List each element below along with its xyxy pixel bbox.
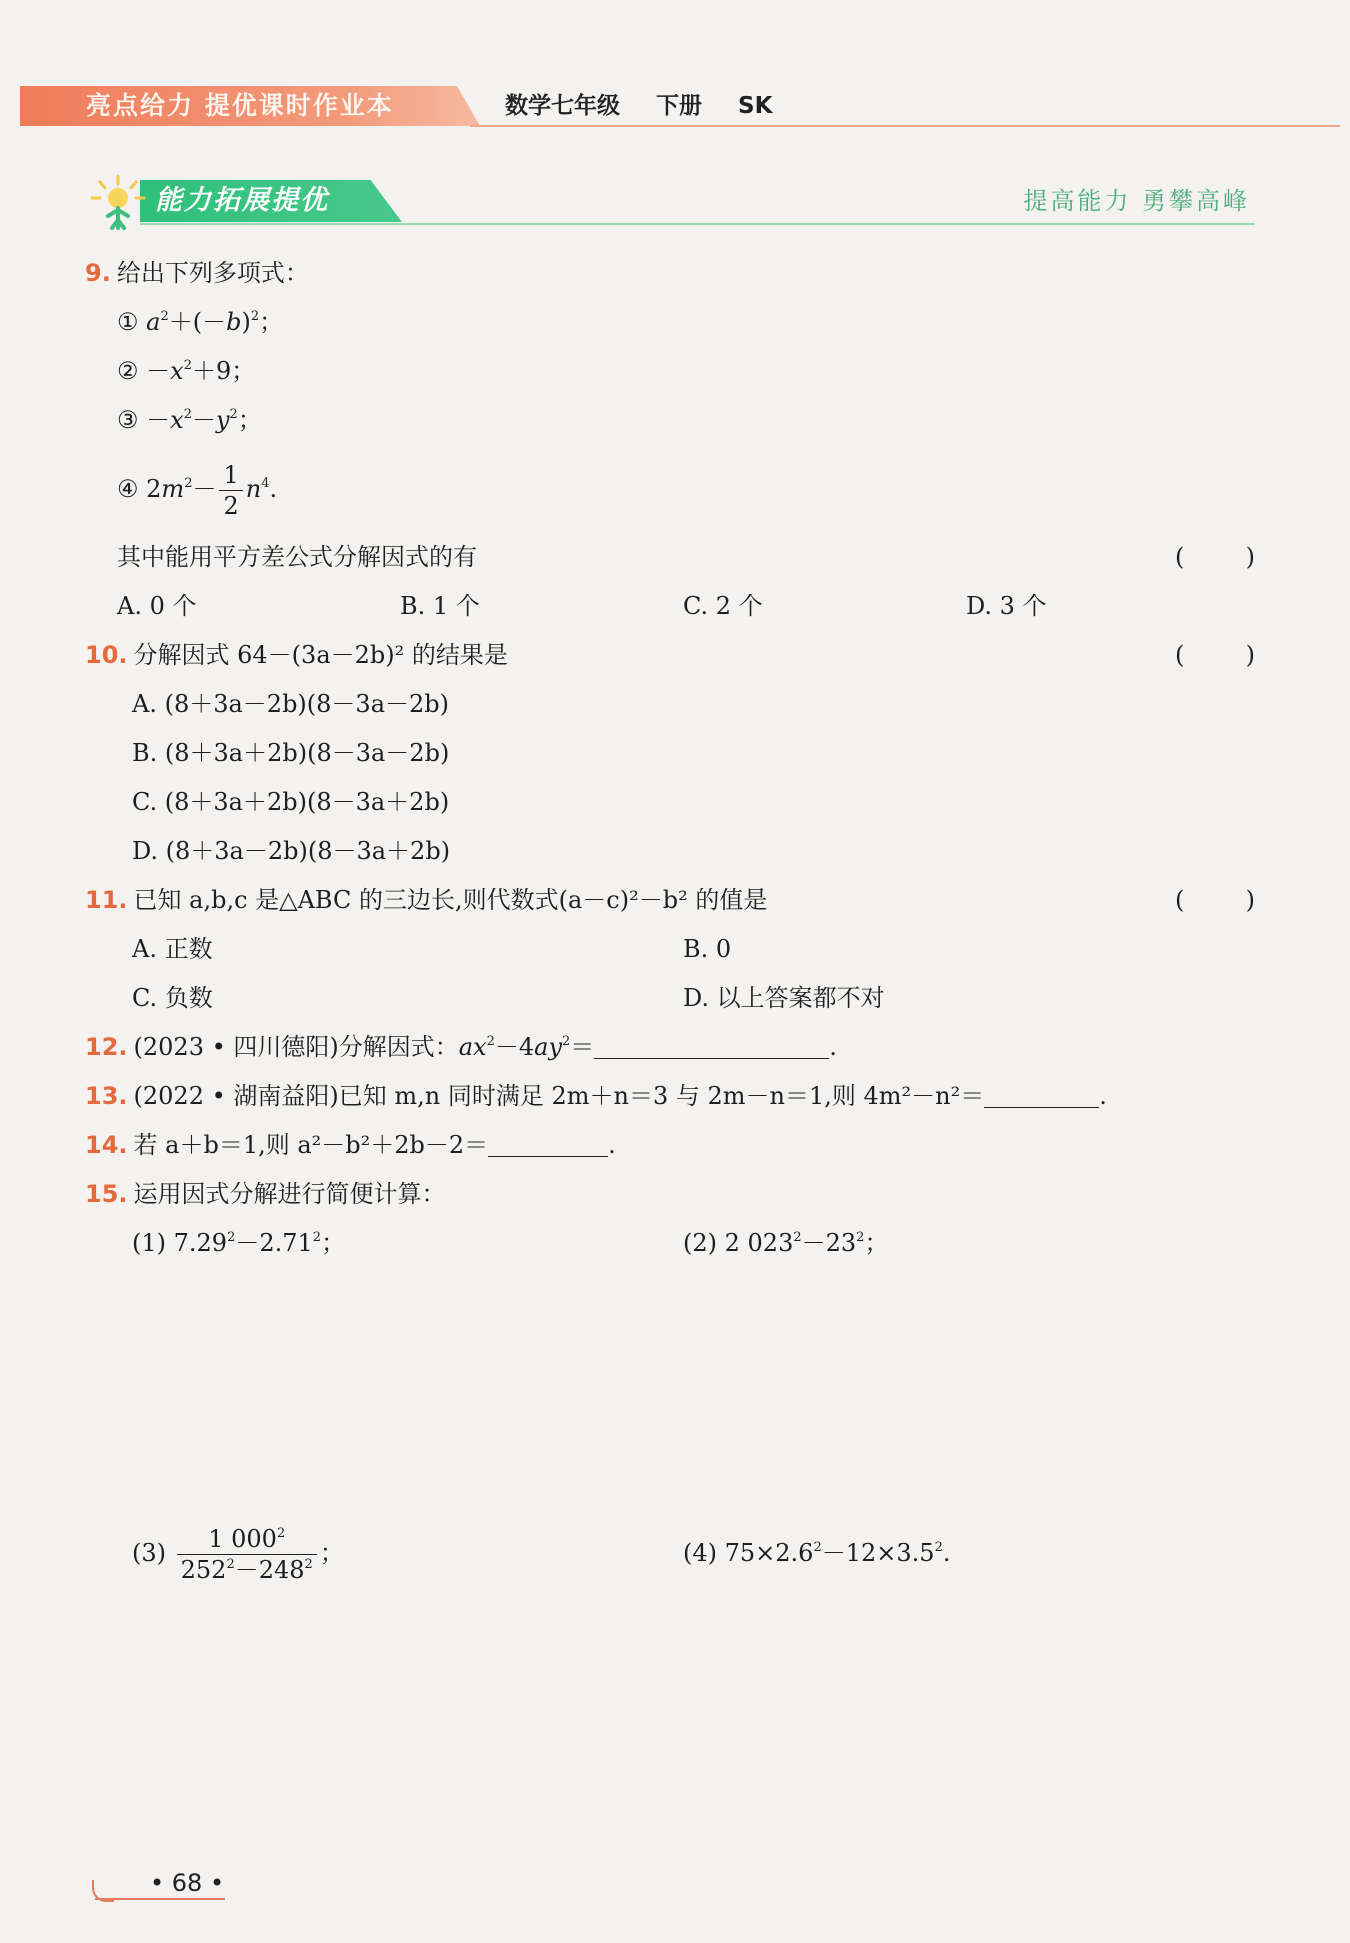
volume: 下册	[656, 93, 703, 119]
question-source: (2022 • 湖南益阳)	[133, 1082, 339, 1110]
answer-blank[interactable]	[594, 1032, 829, 1059]
q15-part-3: (3) $\frac{1 000^2}{252^2-248^2}$ ；	[132, 1525, 344, 1584]
question-11-stem: 11. 已知 a,b,c 是△ABC 的三边长,则代数式(a－c)²－b² 的值是	[85, 886, 768, 914]
polynomial-3: ③ $-x^2-y^2$；	[117, 406, 262, 434]
section-slogan: 提高能力 勇攀高峰	[1023, 187, 1250, 215]
answer-blank[interactable]	[488, 1130, 608, 1157]
q10-option-c: C. (8＋3a＋2b)(8－3a＋2b)	[132, 788, 450, 816]
question-number: 9.	[85, 259, 111, 287]
q15-part-4: (4) $75\times 2.6^2-12\times 3.5^2$.	[683, 1539, 951, 1567]
question-14: 14. 若 a＋b＝1,则 a²－b²＋2b－2＝ .	[85, 1131, 616, 1159]
question-9-ask: 其中能用平方差公式分解因式的有	[117, 543, 477, 571]
question-number: 10.	[85, 641, 128, 669]
fraction-expression: $\frac{1 000^2}{252^2-248^2}$	[177, 1524, 317, 1585]
question-10-stem: 10. 分解因式 64－(3a－2b)² 的结果是	[85, 641, 508, 669]
lightbulb-person-icon	[88, 172, 148, 232]
section-divider	[140, 223, 1255, 225]
answer-bracket: ( )	[1175, 543, 1255, 571]
section-title: 能力拓展提优	[155, 185, 329, 216]
q10-option-b: B. (8＋3a＋2b)(8－3a－2b)	[132, 739, 450, 767]
q10-option-d: D. (8＋3a－2b)(8－3a＋2b)	[132, 837, 451, 865]
header-divider	[470, 125, 1340, 127]
fraction-one-half: $\frac{1}{2}$	[219, 460, 242, 521]
book-subject-line	[505, 88, 800, 124]
q9-option-c: C. 2 个	[683, 592, 763, 620]
question-number: 11.	[85, 886, 128, 914]
polynomial-1: ① $a^2+(-b)^2$；	[117, 308, 284, 336]
question-15-stem: 15. 运用因式分解进行简便计算：	[85, 1180, 446, 1208]
question-number: 15.	[85, 1180, 128, 1208]
polynomial-4: ④ $2m^2-$ $\frac{1}{2}$ $n^4$.	[117, 461, 278, 520]
question-13: 13. (2022 • 湖南益阳)已知 m,n 同时满足 2m＋n＝3 与 2m－n＝1,则 4m²－n²＝ .	[85, 1082, 1107, 1110]
edition: SK	[738, 93, 773, 119]
q11-option-c: C. 负数	[132, 984, 213, 1012]
q15-part-2: (2) 2 $023^2-23^2$；	[683, 1229, 889, 1257]
polynomial-2: ② $-x^2+9$；	[117, 357, 256, 385]
footer-divider	[95, 1898, 225, 1900]
question-12: 12. (2023 • 四川德阳)分解因式：$ax^2-4ay^2=$ .	[85, 1033, 837, 1061]
q15-part-1: (1) $7.29^2-2.71^2$；	[132, 1229, 346, 1257]
q9-option-a: A. 0 个	[117, 592, 197, 620]
q9-option-d: D. 3 个	[966, 592, 1047, 620]
question-source: (2023 • 四川德阳)	[133, 1033, 339, 1061]
q11-option-b: B. 0	[683, 935, 732, 963]
question-number: 13.	[85, 1082, 128, 1110]
answer-bracket: ( )	[1175, 886, 1255, 914]
answer-blank[interactable]	[984, 1081, 1099, 1108]
book-title: 亮点给力 提优课时作业本	[86, 91, 394, 120]
question-number: 12.	[85, 1033, 128, 1061]
question-9-stem: 9. 给出下列多项式：	[85, 259, 309, 287]
q11-option-a: A. 正数	[132, 935, 213, 963]
question-number: 14.	[85, 1131, 128, 1159]
page-number: • 68 •	[150, 1869, 225, 1897]
subject-grade: 数学七年级	[505, 93, 620, 119]
q10-option-a: A. (8＋3a－2b)(8－3a－2b)	[132, 690, 450, 718]
q9-option-b: B. 1 个	[400, 592, 480, 620]
q11-option-d: D. 以上答案都不对	[683, 984, 885, 1012]
answer-bracket: ( )	[1175, 641, 1255, 669]
